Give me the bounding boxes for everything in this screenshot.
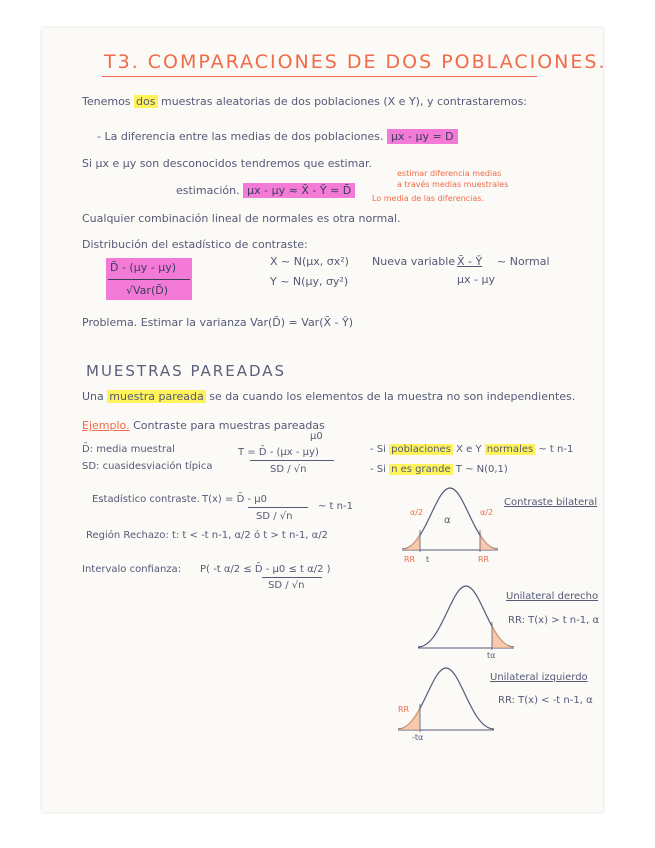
left-rr-mark: RR (398, 705, 410, 714)
interval-formula: P( -t α/2 ≤ D̄ - μ0 ≤ t α/2 ) (200, 564, 331, 575)
diff-text: - La diferencia entre las medias de dos poblaciones. (97, 130, 384, 143)
new-var-label: Nueva variable (372, 255, 456, 268)
page-title: T3. COMPARACIONES DE DOS POBLACIONES. (104, 51, 607, 73)
right-plot (416, 578, 516, 660)
mu0-label: μ0 (310, 431, 323, 442)
sd-def: SD: cuasidesviación típica (82, 461, 213, 472)
problem-line: Problema. Estimar la varianza Var(D̄) = Var(X̄ - Ȳ) (82, 316, 354, 329)
bilateral-t: t (426, 555, 430, 564)
test-formula: T(x) = D̄ - μ0 (202, 494, 267, 505)
region-line: Región Rechazo: t: t < -t n-1, α/2 ó t > t n-1, α/2 (86, 530, 328, 541)
bilateral-right-tail (480, 532, 498, 550)
t-den: SD / √n (270, 464, 307, 475)
cond2-hl: n es grande (391, 464, 451, 475)
intro-highlight: dos (136, 95, 156, 108)
cond1-post: ~ t n-1 (538, 444, 574, 455)
notebook-page (42, 28, 607, 812)
d-mean: D̄: media muestral (82, 444, 175, 455)
cond-1 (370, 445, 573, 455)
t-fraction-line (250, 460, 334, 461)
estim-note-3: Lo media de las diferencias. (372, 194, 484, 203)
left-axis-label: -tα (412, 733, 424, 742)
left-title: Unilateral izquierdo (490, 672, 588, 683)
dist-denominator: √Var(D̄) (126, 284, 168, 297)
left-rr: RR: T(x) < -t n-1, α (498, 695, 593, 706)
estim-line (176, 185, 355, 196)
cond2-pre: - Si (370, 464, 386, 475)
bilateral-half-right: α/2 (480, 508, 494, 517)
unknown-line: Si μx e μy son desconocidos tendremos que estimar. (82, 157, 373, 170)
x-dist: X ~ N(μx, σx²) (270, 255, 349, 268)
cond2-post: T ~ N(0,1) (455, 464, 508, 475)
new-var-tail: ~ Normal (497, 255, 550, 268)
cond-2 (370, 465, 508, 475)
interval-label: Intervalo confianza: (82, 564, 182, 575)
example-label: Ejemplo. (82, 419, 130, 432)
right-title: Unilateral derecho (506, 591, 599, 602)
cond1-pre: - Si (370, 444, 386, 455)
intro-post: muestras aleatorias de dos poblaciones (X e Y), y contrastaremos: (161, 95, 528, 108)
paired-highlight: muestra pareada (109, 390, 204, 403)
right-axis-label: tα (487, 651, 496, 660)
interval-den: SD / √n (268, 580, 305, 591)
fraction-line (108, 279, 190, 280)
estim-note-2: a través medias muestrales (397, 180, 509, 189)
example-line (82, 420, 325, 431)
bilateral-half-left: α/2 (410, 508, 424, 517)
combo-line: Cualquier combinación lineal de normales es otra normal. (82, 212, 401, 225)
bilateral-left-tail (402, 532, 420, 550)
bilateral-rr-right: RR (478, 555, 490, 564)
estim-formula: μx - μy ≈ X̄ - Ȳ ≈ D̄ (243, 183, 355, 198)
dist-numerator: D̄ - (μy - μy) (110, 261, 176, 274)
test-den: SD / √n (256, 511, 293, 522)
paired-pre: Una (82, 390, 104, 403)
test-dist: ~ t n-1 (318, 501, 353, 512)
title-underline (102, 76, 537, 77)
left-plot (396, 660, 496, 742)
right-rr: RR: T(x) > t n-1, α (508, 615, 600, 626)
paired-line (82, 391, 575, 402)
interval-fraction-line (262, 577, 322, 578)
paired-heading: MUESTRAS PAREADAS (86, 362, 287, 380)
t-stat: T = D̄ - (μx - μy) (238, 447, 319, 458)
dist-heading: Distribución del estadístico de contraste: (82, 238, 308, 251)
example-text: Contraste para muestras pareadas (133, 419, 325, 432)
intro-line (82, 96, 527, 107)
cond1-hl2: normales (486, 444, 534, 455)
new-var-sub: μx - μy (457, 273, 495, 286)
bilateral-title: Contraste bilateral (504, 497, 598, 508)
bilateral-rr-left: RR (404, 555, 416, 564)
y-dist: Y ~ N(μy, σy²) (270, 275, 349, 288)
bilateral-alpha: α (444, 515, 451, 526)
cond1-mid: X e Y (456, 444, 482, 455)
paired-post: se da cuando los elementos de la muestra no son independientes. (209, 390, 576, 403)
right-tail (492, 624, 514, 648)
estim-note-1: estimar diferencia medias (397, 169, 502, 178)
diff-formula: μx - μy = D (387, 129, 458, 144)
new-var-num: X̄ - Ȳ (457, 255, 483, 268)
test-fraction-line (248, 507, 308, 508)
diff-line (97, 131, 458, 142)
intro-pre: Tenemos (82, 95, 131, 108)
cond1-hl1: poblaciones (391, 444, 451, 455)
test-label: Estadístico contraste. (92, 494, 200, 505)
estim-label: estimación. (176, 184, 240, 197)
